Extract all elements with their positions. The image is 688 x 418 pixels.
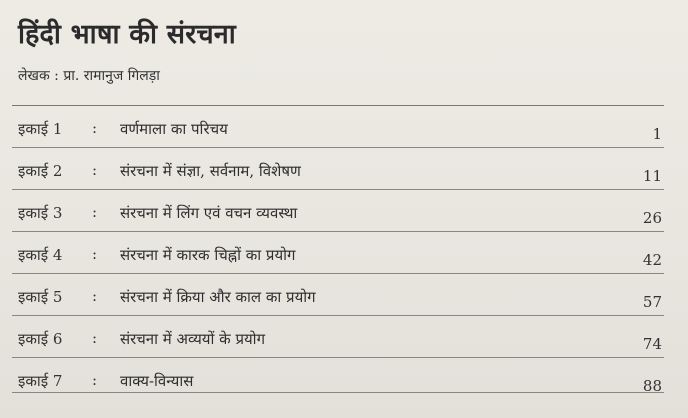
toc-page-number: 11: [642, 167, 662, 185]
toc-chapter-title: वाक्य-विन्यास: [120, 372, 194, 390]
toc-unit: इकाई 4: [18, 246, 63, 264]
toc-separator: :: [92, 371, 98, 389]
page-title: हिंदी भाषा की संरचना: [18, 19, 236, 50]
toc-chapter-title: संरचना में लिंग एवं वचन व्यवस्था: [120, 204, 298, 222]
toc-page-number: 26: [642, 209, 662, 227]
toc-page-number: 42: [642, 251, 662, 269]
toc-row: [12, 105, 664, 147]
toc-page-number: 74: [642, 335, 662, 353]
toc-row: [12, 147, 664, 189]
toc-separator: :: [92, 287, 98, 305]
toc-unit: इकाई 1: [18, 120, 63, 138]
toc-chapter-title: वर्णमाला का परिचय: [120, 120, 228, 138]
toc-row: [12, 189, 664, 231]
toc-page-number: 1: [652, 125, 662, 143]
toc-chapter-title: संरचना में कारक चिह्नों का प्रयोग: [120, 246, 296, 264]
toc-separator: :: [92, 329, 98, 347]
toc-unit: इकाई 6: [18, 330, 63, 348]
toc-chapter-title: संरचना में संज्ञा, सर्वनाम, विशेषण: [120, 162, 301, 180]
toc-chapter-title: संरचना में अव्ययों के प्रयोग: [120, 330, 266, 348]
toc-unit: इकाई 3: [18, 204, 63, 222]
author-line: लेखक : प्रा. रामानुज गिलड़ा: [18, 68, 160, 84]
toc-page-number: 57: [642, 293, 662, 311]
toc-unit: इकाई 5: [18, 288, 63, 306]
toc-row: [12, 315, 664, 357]
toc-separator: :: [92, 161, 98, 179]
toc-row: [12, 273, 664, 315]
table-of-contents: [12, 105, 664, 399]
toc-separator: :: [92, 203, 98, 221]
toc-unit: इकाई 7: [18, 372, 63, 390]
toc-separator: :: [92, 119, 98, 137]
toc-chapter-title: संरचना में क्रिया और काल का प्रयोग: [120, 288, 316, 306]
toc-row: [12, 231, 664, 273]
divider: [12, 392, 664, 393]
toc-separator: :: [92, 245, 98, 263]
toc-unit: इकाई 2: [18, 162, 63, 180]
toc-page-number: 88: [642, 377, 662, 395]
